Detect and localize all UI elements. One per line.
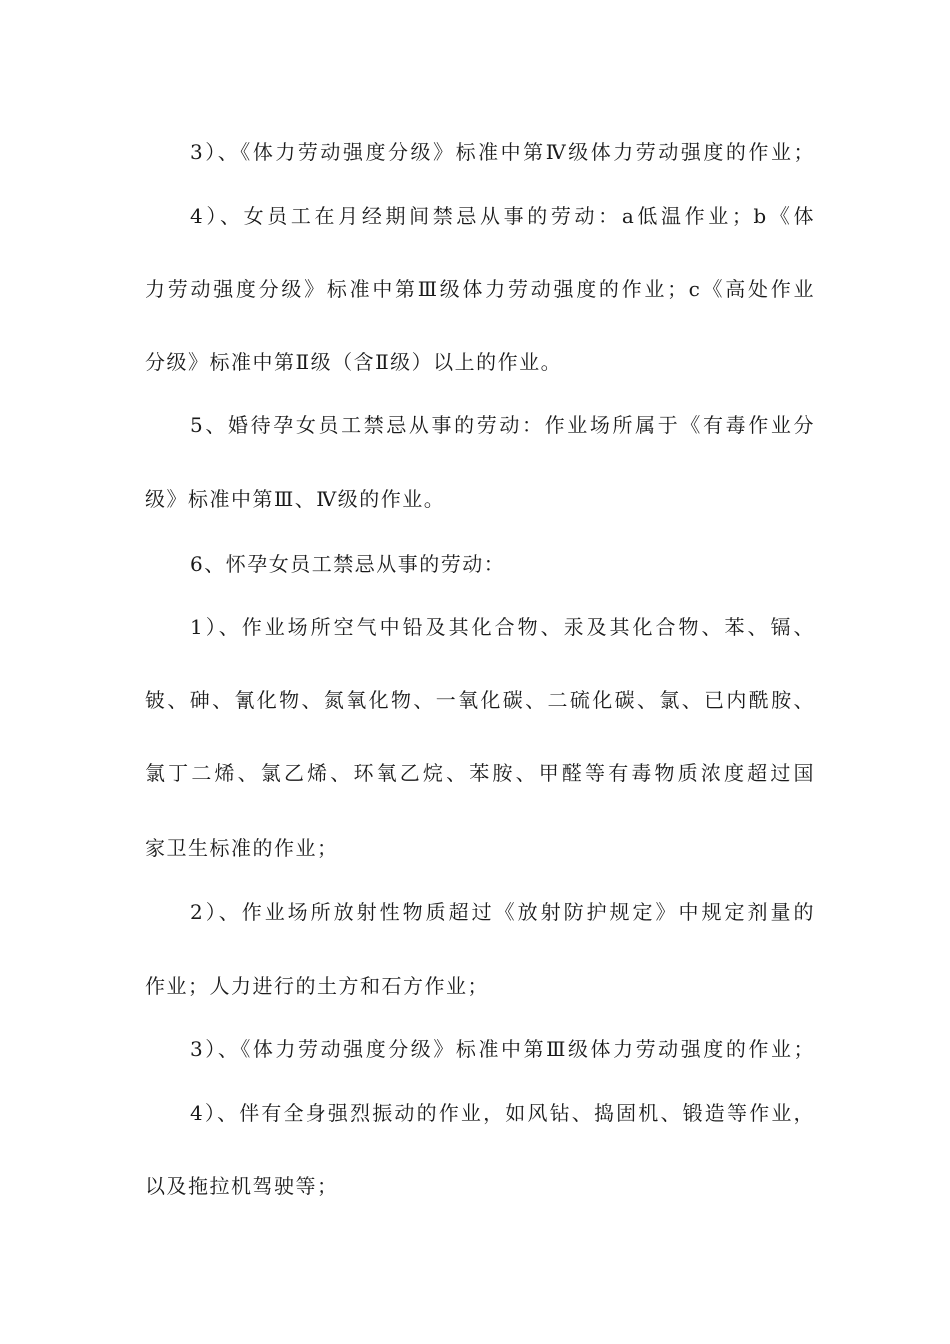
paragraph-line: 力劳动强度分级》标准中第Ⅲ级体力劳动强度的作业；c《高处作业	[145, 277, 815, 301]
paragraph-line: 5、婚待孕女员工禁忌从事的劳动：作业场所属于《有毒作业分	[190, 413, 815, 437]
paragraph-line: 3）、《体力劳动强度分级》标准中第Ⅲ级体力劳动强度的作业；	[190, 1037, 815, 1061]
paragraph-line: 铍、砷、氰化物、氮氧化物、一氧化碳、二硫化碳、氯、已内酰胺、	[145, 688, 815, 712]
paragraph-line: 家卫生标准的作业；	[145, 836, 339, 860]
paragraph-line: 1）、作业场所空气中铅及其化合物、汞及其化合物、苯、镉、	[190, 615, 815, 639]
paragraph-line: 4）、伴有全身强烈振动的作业，如风钻、捣固机、锻造等作业，	[190, 1101, 815, 1125]
paragraph-line: 4）、女员工在月经期间禁忌从事的劳动：a低温作业；b《体	[190, 204, 815, 228]
paragraph-line: 以及拖拉机驾驶等；	[145, 1174, 339, 1198]
paragraph-line: 2）、作业场所放射性物质超过《放射防护规定》中规定剂量的	[190, 900, 815, 924]
paragraph-line: 作业；人力进行的土方和石方作业；	[145, 974, 489, 998]
paragraph-line: 分级》标准中第Ⅱ级（含Ⅱ级）以上的作业。	[145, 350, 563, 374]
paragraph-line: 6、怀孕女员工禁忌从事的劳动：	[190, 552, 506, 576]
paragraph-line: 级》标准中第Ⅲ、Ⅳ级的作业。	[145, 487, 446, 511]
paragraph-line: 3）、《体力劳动强度分级》标准中第Ⅳ级体力劳动强度的作业；	[190, 140, 815, 164]
paragraph-line: 氯丁二烯、氯乙烯、环氧乙烷、苯胺、甲醛等有毒物质浓度超过国	[145, 761, 815, 785]
